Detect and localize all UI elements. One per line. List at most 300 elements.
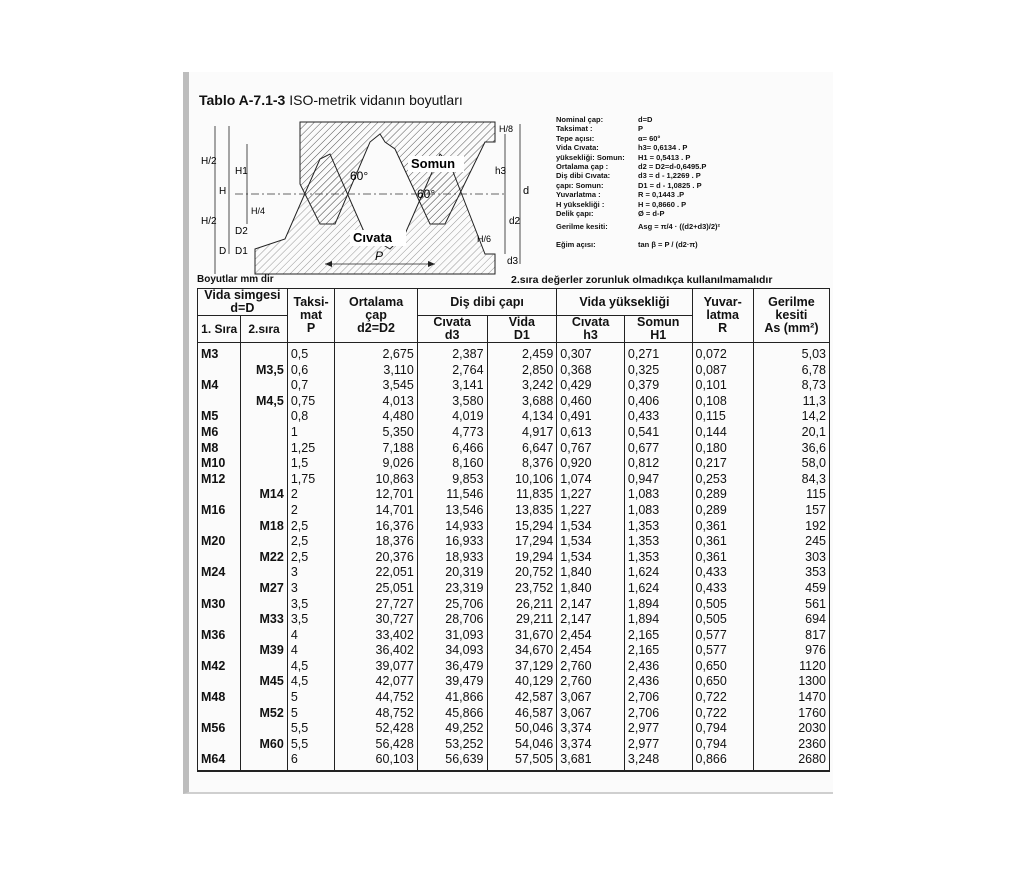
cell-nut-height: 2,977: [624, 737, 692, 753]
header-thread-designation: Vida simgesi d=D: [198, 289, 288, 316]
cell-nut-height: 3,248: [624, 752, 692, 771]
formula-row: Tepe açısı: α= 60°: [556, 133, 661, 143]
cell-pitch-diameter: 36,402: [335, 643, 417, 659]
cell-bolt-height: 1,534: [557, 534, 625, 550]
cell-bolt-height: 2,760: [557, 674, 625, 690]
cell-bolt-minor: 36,479: [417, 659, 487, 675]
table-row: [198, 519, 830, 535]
cell-bolt-minor: 11,546: [417, 487, 487, 503]
cell-bolt-height: 2,760: [557, 659, 625, 675]
cell-pitch-diameter: 33,402: [335, 628, 417, 644]
header-first-series: 1. Sıra: [198, 316, 241, 343]
cell-radius: 0,072: [692, 343, 753, 363]
cell-bolt-minor: 16,933: [417, 534, 487, 550]
cell-radius: 0,722: [692, 706, 753, 722]
thread-profile-diagram: [195, 114, 540, 284]
units-note: Boyutlar mm dir: [197, 274, 274, 285]
table-row: [198, 425, 830, 441]
cell-pitch: 5: [287, 690, 335, 706]
table-row: [198, 690, 830, 706]
formula-row: yüksekliği: Somun: H1 = 0,5413 . P: [556, 152, 691, 162]
cell-pitch: 4,5: [287, 674, 335, 690]
nut-label: Somun: [411, 156, 456, 171]
cell-series2: M3,5: [241, 363, 288, 379]
cell-series1: M48: [198, 690, 241, 706]
cell-series1: M12: [198, 472, 241, 488]
cell-series1: M30: [198, 597, 241, 613]
cell-stress-area: 2680: [753, 752, 829, 771]
table-row: [198, 472, 830, 488]
cell-nut-minor: 20,752: [487, 565, 557, 581]
cell-pitch: 3,5: [287, 597, 335, 613]
cell-pitch: 4: [287, 628, 335, 644]
cell-bolt-height: 0,920: [557, 456, 625, 472]
cell-series1: M20: [198, 534, 241, 550]
cell-series1: M16: [198, 503, 241, 519]
cell-bolt-height: 1,534: [557, 519, 625, 535]
formula-row: Diş dibi Cıvata: d3 = d - 1,2269 . P: [556, 171, 701, 181]
table-row: [198, 597, 830, 613]
cell-radius: 0,361: [692, 534, 753, 550]
cell-pitch-diameter: 16,376: [335, 519, 417, 535]
cell-pitch-diameter: 20,376: [335, 550, 417, 566]
cell-pitch: 2,5: [287, 519, 335, 535]
dim-label-d1: D1: [235, 246, 248, 257]
cell-nut-height: 1,353: [624, 519, 692, 535]
cell-radius: 0,577: [692, 643, 753, 659]
cell-bolt-minor: 20,319: [417, 565, 487, 581]
table-row: [198, 643, 830, 659]
dim-label-d2-bolt: d2: [509, 216, 521, 227]
cell-pitch-diameter: 4,480: [335, 409, 417, 425]
cell-bolt-minor: 56,639: [417, 752, 487, 771]
cell-series2: M27: [241, 581, 288, 597]
cell-series1: M4: [198, 378, 241, 394]
pitch-label: P: [375, 249, 384, 263]
cell-radius: 0,361: [692, 550, 753, 566]
cell-series2: [241, 628, 288, 644]
cell-radius: 0,866: [692, 752, 753, 771]
cell-nut-minor: 54,046: [487, 737, 557, 753]
cell-series1: M5: [198, 409, 241, 425]
table-caption: ISO-metrik vidanın boyutları: [289, 92, 463, 108]
table-row: [198, 487, 830, 503]
cell-stress-area: 694: [753, 612, 829, 628]
cell-stress-area: 1120: [753, 659, 829, 675]
cell-bolt-minor: 2,387: [417, 343, 487, 363]
cell-pitch: 1,75: [287, 472, 335, 488]
cell-bolt-height: 3,374: [557, 737, 625, 753]
cell-radius: 0,253: [692, 472, 753, 488]
cell-bolt-height: 1,227: [557, 503, 625, 519]
cell-pitch: 3,5: [287, 612, 335, 628]
cell-bolt-height: 0,491: [557, 409, 625, 425]
cell-nut-minor: 3,688: [487, 394, 557, 410]
dim-label-d3: d3: [507, 256, 519, 267]
cell-stress-area: 245: [753, 534, 829, 550]
table-row: [198, 628, 830, 644]
cell-nut-height: 1,894: [624, 612, 692, 628]
cell-bolt-height: 1,840: [557, 581, 625, 597]
cell-radius: 0,087: [692, 363, 753, 379]
dim-label-h6: H/6: [477, 234, 492, 244]
cell-radius: 0,505: [692, 597, 753, 613]
cell-radius: 0,217: [692, 456, 753, 472]
thread-dimension-table: [197, 288, 830, 772]
cell-pitch-diameter: 42,077: [335, 674, 417, 690]
cell-series1: M10: [198, 456, 241, 472]
cell-series1: [198, 550, 241, 566]
table-body: [198, 343, 830, 772]
cell-series1: [198, 612, 241, 628]
dim-label-h3: h3: [495, 166, 507, 177]
cell-bolt-minor: 14,933: [417, 519, 487, 535]
formula-row: çapı: Somun: D1 = d - 1,0825 . P: [556, 180, 702, 190]
cell-nut-minor: 8,376: [487, 456, 557, 472]
header-second-series: 2.sıra: [241, 316, 288, 343]
cell-series2: [241, 752, 288, 771]
cell-stress-area: 1470: [753, 690, 829, 706]
cell-bolt-minor: 23,319: [417, 581, 487, 597]
bolt-label: Cıvata: [353, 230, 393, 245]
table-row: [198, 394, 830, 410]
table-row: [198, 612, 830, 628]
cell-nut-height: 1,353: [624, 550, 692, 566]
cell-nut-minor: 4,917: [487, 425, 557, 441]
cell-stress-area: 20,1: [753, 425, 829, 441]
cell-pitch: 0,75: [287, 394, 335, 410]
cell-pitch-diameter: 44,752: [335, 690, 417, 706]
cell-bolt-height: 0,613: [557, 425, 625, 441]
cell-nut-height: 0,325: [624, 363, 692, 379]
cell-series2: [241, 378, 288, 394]
cell-stress-area: 36,6: [753, 441, 829, 457]
cell-radius: 0,144: [692, 425, 753, 441]
formula-row: Taksimat : P: [556, 124, 644, 134]
cell-stress-area: 2360: [753, 737, 829, 753]
cell-bolt-height: 1,534: [557, 550, 625, 566]
cell-bolt-height: 1,840: [557, 565, 625, 581]
cell-series2: M45: [241, 674, 288, 690]
formula-row: Ortalama çap : d2 = D2=d-0,6495.P: [556, 162, 707, 172]
cell-series2: M14: [241, 487, 288, 503]
cell-series1: M24: [198, 565, 241, 581]
cell-series1: [198, 706, 241, 722]
cell-nut-minor: 3,242: [487, 378, 557, 394]
cell-nut-height: 1,083: [624, 487, 692, 503]
cell-nut-minor: 17,294: [487, 534, 557, 550]
table-row: [198, 363, 830, 379]
cell-bolt-minor: 34,093: [417, 643, 487, 659]
table-row: [198, 659, 830, 675]
formula-row: Vida Cıvata: h3= 0,6134 . P: [556, 143, 688, 153]
dim-label-h: H: [219, 186, 227, 197]
table-row: [198, 721, 830, 737]
angle-label-lower: 60°: [417, 187, 436, 201]
cell-nut-height: 2,706: [624, 706, 692, 722]
cell-nut-minor: 31,670: [487, 628, 557, 644]
cell-nut-minor: 15,294: [487, 519, 557, 535]
cell-pitch-diameter: 4,013: [335, 394, 417, 410]
cell-bolt-height: 0,368: [557, 363, 625, 379]
table-row: [198, 503, 830, 519]
dim-label-h1: H1: [235, 166, 248, 177]
cell-bolt-height: 0,307: [557, 343, 625, 363]
cell-pitch: 1: [287, 425, 335, 441]
cell-nut-height: 2,436: [624, 674, 692, 690]
cell-series2: [241, 441, 288, 457]
cell-nut-minor: 26,211: [487, 597, 557, 613]
cell-bolt-minor: 31,093: [417, 628, 487, 644]
cell-series1: [198, 737, 241, 753]
cell-nut-minor: 2,459: [487, 343, 557, 363]
cell-series2: [241, 503, 288, 519]
cell-nut-height: 1,894: [624, 597, 692, 613]
cell-series2: M22: [241, 550, 288, 566]
cell-pitch-diameter: 2,675: [335, 343, 417, 363]
cell-nut-minor: 42,587: [487, 690, 557, 706]
header-pitch: Taksi- mat P: [287, 289, 335, 343]
cell-radius: 0,577: [692, 628, 753, 644]
table-row: [198, 343, 830, 363]
cell-nut-minor: 50,046: [487, 721, 557, 737]
cell-bolt-minor: 3,141: [417, 378, 487, 394]
cell-bolt-height: 3,067: [557, 690, 625, 706]
table-row: [198, 737, 830, 753]
cell-nut-minor: 37,129: [487, 659, 557, 675]
cell-series2: [241, 565, 288, 581]
formula-row: Delik çapı: Ø = d-P: [556, 209, 665, 219]
cell-series2: [241, 456, 288, 472]
cell-stress-area: 459: [753, 581, 829, 597]
cell-pitch: 0,5: [287, 343, 335, 363]
header-pitch-diameter: Ortalama çap d2=D2: [335, 289, 417, 343]
cell-bolt-minor: 4,773: [417, 425, 487, 441]
dim-label-d: d: [523, 185, 530, 197]
cell-series2: [241, 721, 288, 737]
cell-stress-area: 353: [753, 565, 829, 581]
cell-nut-minor: 6,647: [487, 441, 557, 457]
cell-pitch: 4: [287, 643, 335, 659]
cell-stress-area: 1760: [753, 706, 829, 722]
cell-bolt-minor: 6,466: [417, 441, 487, 457]
cell-bolt-minor: 9,853: [417, 472, 487, 488]
cell-pitch-diameter: 3,545: [335, 378, 417, 394]
table-row: [198, 378, 830, 394]
table-row: [198, 409, 830, 425]
cell-pitch-diameter: 48,752: [335, 706, 417, 722]
cell-nut-minor: 4,134: [487, 409, 557, 425]
cell-series2: M33: [241, 612, 288, 628]
formula-row: H yüksekliği : H = 0,8660 . P: [556, 199, 687, 209]
table-number: Tablo A-7.1-3: [199, 92, 286, 108]
header-thread-height: Vida yüksekliği: [557, 289, 692, 316]
cell-series1: M36: [198, 628, 241, 644]
cell-bolt-minor: 39,479: [417, 674, 487, 690]
cell-stress-area: 115: [753, 487, 829, 503]
cell-nut-minor: 46,587: [487, 706, 557, 722]
cell-pitch: 0,7: [287, 378, 335, 394]
cell-nut-height: 1,353: [624, 534, 692, 550]
cell-bolt-minor: 41,866: [417, 690, 487, 706]
cell-nut-minor: 29,211: [487, 612, 557, 628]
cell-nut-height: 0,379: [624, 378, 692, 394]
cell-pitch-diameter: 18,376: [335, 534, 417, 550]
cell-bolt-minor: 28,706: [417, 612, 487, 628]
cell-stress-area: 5,03: [753, 343, 829, 363]
cell-pitch-diameter: 14,701: [335, 503, 417, 519]
cell-nut-height: 1,624: [624, 565, 692, 581]
header-nut-height: Somun H1: [624, 316, 692, 343]
cell-nut-height: 1,624: [624, 581, 692, 597]
cell-nut-minor: 10,106: [487, 472, 557, 488]
table-row: [198, 534, 830, 550]
dim-label-h4: H/4: [251, 206, 266, 216]
cell-stress-area: 157: [753, 503, 829, 519]
cell-nut-minor: 11,835: [487, 487, 557, 503]
cell-nut-height: 2,977: [624, 721, 692, 737]
table-row: [198, 441, 830, 457]
cell-series1: [198, 643, 241, 659]
cell-pitch-diameter: 9,026: [335, 456, 417, 472]
cell-pitch: 2: [287, 487, 335, 503]
table-row: [198, 565, 830, 581]
cell-pitch: 0,8: [287, 409, 335, 425]
dim-label-h8: H/8: [499, 124, 514, 134]
table-row: [198, 581, 830, 597]
cell-series2: [241, 690, 288, 706]
cell-radius: 0,361: [692, 519, 753, 535]
cell-bolt-minor: 25,706: [417, 597, 487, 613]
cell-stress-area: 303: [753, 550, 829, 566]
cell-pitch: 3: [287, 581, 335, 597]
cell-pitch-diameter: 5,350: [335, 425, 417, 441]
cell-bolt-minor: 4,019: [417, 409, 487, 425]
cell-series2: [241, 472, 288, 488]
header-stress-area: Gerilme kesiti As (mm²): [753, 289, 829, 343]
dim-label-h2-bottom: H/2: [201, 216, 217, 227]
cell-bolt-minor: 18,933: [417, 550, 487, 566]
cell-series2: [241, 597, 288, 613]
cell-bolt-minor: 8,160: [417, 456, 487, 472]
formula-row: Nominal çap: d=D: [556, 115, 653, 124]
cell-radius: 0,433: [692, 565, 753, 581]
cell-pitch-diameter: 7,188: [335, 441, 417, 457]
cell-stress-area: 192: [753, 519, 829, 535]
cell-pitch: 1,25: [287, 441, 335, 457]
cell-pitch-diameter: 10,863: [335, 472, 417, 488]
cell-nut-minor: 13,835: [487, 503, 557, 519]
cell-pitch: 2,5: [287, 550, 335, 566]
cell-pitch: 2,5: [287, 534, 335, 550]
cell-pitch-diameter: 25,051: [335, 581, 417, 597]
cell-nut-height: 0,812: [624, 456, 692, 472]
cell-nut-height: 0,433: [624, 409, 692, 425]
cell-series2: M52: [241, 706, 288, 722]
cell-pitch: 5: [287, 706, 335, 722]
cell-pitch-diameter: 39,077: [335, 659, 417, 675]
cell-bolt-minor: 2,764: [417, 363, 487, 379]
cell-pitch: 5,5: [287, 737, 335, 753]
cell-nut-minor: 57,505: [487, 752, 557, 771]
cell-bolt-height: 2,147: [557, 597, 625, 613]
dim-label-h2-top: H/2: [201, 156, 217, 167]
formula-row: Eğim açısı: tan β = P / (d2·π): [556, 239, 698, 249]
header-bolt-height: Cıvata h3: [557, 316, 625, 343]
cell-radius: 0,180: [692, 441, 753, 457]
cell-pitch: 1,5: [287, 456, 335, 472]
document-page: [183, 72, 833, 794]
cell-series1: [198, 674, 241, 690]
cell-pitch: 0,6: [287, 363, 335, 379]
cell-nut-minor: 19,294: [487, 550, 557, 566]
cell-nut-minor: 2,850: [487, 363, 557, 379]
second-row-note: 2.sıra değerler zorunluk olmadıkça kullanılmamalıdır: [511, 274, 773, 286]
cell-nut-minor: 23,752: [487, 581, 557, 597]
cell-bolt-minor: 45,866: [417, 706, 487, 722]
cell-nut-height: 0,541: [624, 425, 692, 441]
cell-radius: 0,650: [692, 659, 753, 675]
cell-nut-height: 2,165: [624, 628, 692, 644]
cell-series2: M4,5: [241, 394, 288, 410]
cell-series2: M39: [241, 643, 288, 659]
cell-series1: M56: [198, 721, 241, 737]
cell-bolt-height: 0,767: [557, 441, 625, 457]
cell-series2: M18: [241, 519, 288, 535]
cell-bolt-minor: 49,252: [417, 721, 487, 737]
cell-series1: [198, 363, 241, 379]
header-root-radius: Yuvar- latma R: [692, 289, 753, 343]
cell-radius: 0,289: [692, 487, 753, 503]
table-row: [198, 456, 830, 472]
cell-bolt-minor: 53,252: [417, 737, 487, 753]
cell-pitch: 6: [287, 752, 335, 771]
cell-nut-height: 2,706: [624, 690, 692, 706]
cell-series1: M42: [198, 659, 241, 675]
cell-bolt-height: 3,067: [557, 706, 625, 722]
cell-stress-area: 84,3: [753, 472, 829, 488]
cell-radius: 0,289: [692, 503, 753, 519]
cell-bolt-height: 2,147: [557, 612, 625, 628]
cell-stress-area: 561: [753, 597, 829, 613]
cell-stress-area: 6,78: [753, 363, 829, 379]
header-bolt-minor: Cıvata d3: [417, 316, 487, 343]
cell-series1: [198, 519, 241, 535]
cell-pitch: 5,5: [287, 721, 335, 737]
angle-label-upper: 60°: [350, 169, 369, 183]
cell-series1: M8: [198, 441, 241, 457]
cell-radius: 0,650: [692, 674, 753, 690]
cell-stress-area: 8,73: [753, 378, 829, 394]
cell-series2: [241, 659, 288, 675]
cell-series1: M64: [198, 752, 241, 771]
cell-series2: [241, 409, 288, 425]
cell-stress-area: 1300: [753, 674, 829, 690]
cell-pitch-diameter: 52,428: [335, 721, 417, 737]
formula-list: [556, 115, 766, 249]
cell-pitch-diameter: 60,103: [335, 752, 417, 771]
cell-series2: [241, 343, 288, 363]
cell-nut-height: 0,271: [624, 343, 692, 363]
cell-bolt-height: 2,454: [557, 628, 625, 644]
cell-radius: 0,794: [692, 737, 753, 753]
cell-bolt-height: 3,681: [557, 752, 625, 771]
dim-label-dnom: D: [219, 246, 227, 257]
cell-stress-area: 14,2: [753, 409, 829, 425]
cell-radius: 0,108: [692, 394, 753, 410]
cell-nut-height: 2,436: [624, 659, 692, 675]
formula-row: Yuvarlatma : R = 0,1443 .P: [556, 190, 685, 200]
